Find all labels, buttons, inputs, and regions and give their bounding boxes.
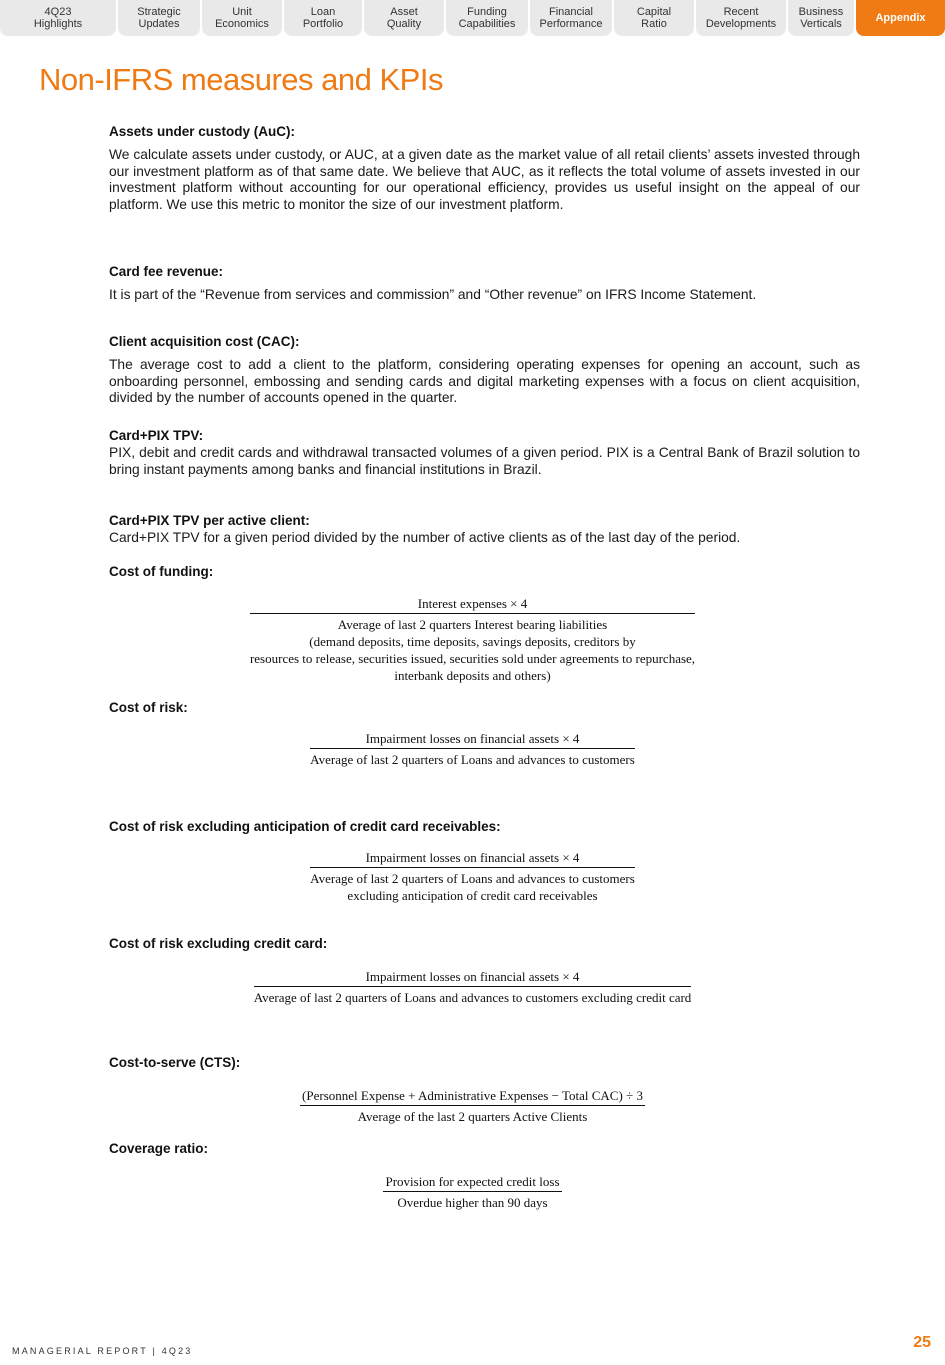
- tab-capital-ratio[interactable]: Capital Ratio: [614, 0, 694, 36]
- formula-denominator: Average of the last 2 quarters Active Clients: [357, 1109, 588, 1124]
- definition-text: The average cost to add a client to the platform, considering operating expenses for opening an account, such as onboarding personnel, embossing and sending cards and digital marketing expenses with a focus on client acquisition, divided by the number of accounts opened in the quarter.: [109, 357, 860, 405]
- definition-cac: [109, 333, 860, 407]
- formula-heading-coverage-ratio: Coverage ratio:: [109, 1141, 209, 1156]
- formula-numerator: (Personnel Expense + Administrative Expenses − Total CAC) ÷ 3: [300, 1087, 645, 1106]
- definition-card-pix-tpv-per-client: [109, 512, 860, 547]
- definition-text: Card+PIX TPV for a given period divided by the number of active clients as of the last day of the period.: [109, 530, 741, 545]
- tab-unit-economics[interactable]: Unit Economics: [202, 0, 282, 36]
- tab-business-verticals[interactable]: Business Verticals: [788, 0, 854, 36]
- report-footer: MANAGERIAL REPORT | 4Q23: [12, 1346, 193, 1356]
- definition-auc: [109, 123, 860, 213]
- tab-loan-portfolio[interactable]: Loan Portfolio: [284, 0, 362, 36]
- definition-card-fee-revenue: [109, 263, 860, 304]
- tab-asset-quality[interactable]: Asset Quality: [364, 0, 444, 36]
- definition-heading: Card fee revenue:: [109, 264, 224, 279]
- formula-cost-of-risk-ex-credit-card: [0, 968, 945, 1006]
- formula-heading-cost-of-funding: Cost of funding:: [109, 564, 214, 579]
- formula-cost-to-serve: [0, 1087, 945, 1125]
- definition-heading: Card+PIX TPV:: [109, 428, 204, 443]
- tab-4q23-highlights[interactable]: 4Q23 Highlights: [0, 0, 116, 36]
- tab-recent-developments[interactable]: Recent Developments: [696, 0, 786, 36]
- formula-numerator: Interest expenses × 4: [250, 595, 695, 614]
- formula-heading-cost-to-serve: Cost-to-serve (CTS):: [109, 1055, 241, 1070]
- page-number: 25: [913, 1334, 931, 1351]
- formula-heading-cost-of-risk: Cost of risk:: [109, 700, 188, 715]
- formula-cost-of-risk: [0, 730, 945, 768]
- formula-numerator: Provision for expected credit loss: [383, 1173, 561, 1192]
- page-title: Non-IFRS measures and KPIs: [39, 62, 443, 97]
- definition-heading: Card+PIX TPV per active client:: [109, 513, 310, 528]
- tab-financial-performance[interactable]: Financial Performance: [530, 0, 612, 36]
- tab-appendix[interactable]: Appendix: [856, 0, 945, 36]
- definition-text: It is part of the “Revenue from services and commission” and “Other revenue” on IFRS Income Statement.: [109, 287, 757, 302]
- formula-cost-of-funding: [0, 595, 945, 684]
- section-nav: [0, 0, 945, 36]
- definition-heading: Assets under custody (AuC):: [109, 124, 296, 139]
- formula-denominator: Average of last 2 quarters Interest bearing liabilities (demand deposits, time deposits, savings deposits, creditors by resources to release, securities issued, securities sold under agreements to repurchase, interbank deposits and others): [249, 617, 696, 683]
- tab-funding-capabilities[interactable]: Funding Capabilities: [446, 0, 528, 36]
- definition-card-pix-tpv: [109, 427, 860, 478]
- definition-text: We calculate assets under custody, or AUC, at a given date as the market value of all retail clients’ assets invested through our investment platform as of that same date. We believe that AUC, as it reflects the total volume of assets invested in our investment platform without accounting for our operational efficiency, provides us useful insight on the appeal of our platform. We use this metric to monitor the size of our investment platform.: [109, 147, 860, 212]
- formula-heading-cost-of-risk-ex-anticipation: Cost of risk excluding anticipation of credit card receivables:: [109, 819, 501, 834]
- formula-numerator: Impairment losses on financial assets × 4: [310, 730, 635, 749]
- definition-heading: Client acquisition cost (CAC):: [109, 334, 300, 349]
- formula-cost-of-risk-ex-anticipation: [0, 849, 945, 904]
- definition-text: PIX, debit and credit cards and withdrawal transacted volumes of a given period. PIX is a Central Bank of Brazil solution to bring instant payments among banks and financial institutions in Brazil.: [109, 445, 860, 477]
- formula-denominator: Average of last 2 quarters of Loans and advances to customers: [310, 752, 635, 767]
- formula-heading-cost-of-risk-ex-credit-card: Cost of risk excluding credit card:: [109, 936, 328, 951]
- formula-denominator: Average of last 2 quarters of Loans and advances to customers excluding anticipation of credit card receivables: [310, 871, 635, 903]
- formula-denominator: Average of last 2 quarters of Loans and advances to customers excluding credit card: [253, 990, 692, 1005]
- formula-coverage-ratio: [0, 1173, 945, 1211]
- formula-numerator: Impairment losses on financial assets × 4: [254, 968, 692, 987]
- formula-denominator: Overdue higher than 90 days: [397, 1195, 548, 1210]
- tab-strategic-updates[interactable]: Strategic Updates: [118, 0, 200, 36]
- formula-numerator: Impairment losses on financial assets × 4: [310, 849, 635, 868]
